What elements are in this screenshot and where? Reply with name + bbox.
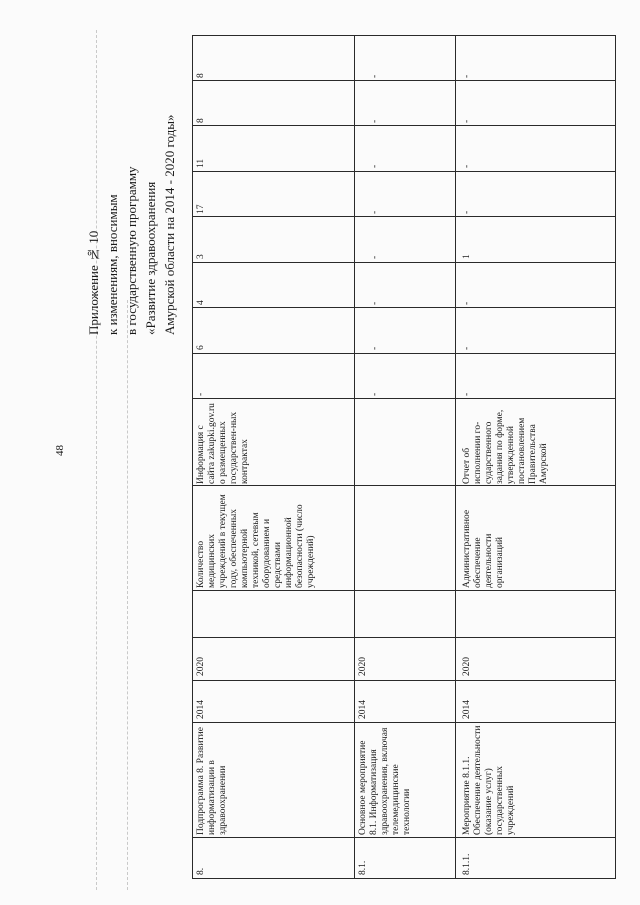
table-line: [192, 125, 616, 126]
row-value: -: [462, 392, 472, 396]
row-value: -: [462, 119, 472, 123]
row-value: -: [462, 74, 472, 78]
table-line: [192, 680, 616, 681]
row-value: -: [196, 392, 206, 396]
row-value: 1: [462, 254, 472, 259]
table-line: [192, 216, 616, 217]
appendix-line: Амурской области на 2014 - 2020 годы»: [162, 114, 177, 335]
row-end-year: 2020: [462, 657, 472, 676]
row-value: -: [370, 255, 380, 259]
row-value: -: [370, 346, 380, 350]
row-end-year: 2020: [196, 657, 206, 676]
row-name: Мероприятие 8.1.1. Обеспечение деятельности (оказание услуг) государственных учреждений: [462, 725, 516, 835]
table-line: [192, 485, 616, 486]
row-value: -: [462, 164, 472, 168]
appendix-heading: [84, 60, 179, 335]
table-border: [192, 35, 616, 36]
row-value: 8: [196, 118, 206, 123]
table-border: [615, 35, 616, 878]
appendix-title: Приложение № 10: [86, 230, 101, 335]
appendix-line: в государственную программу: [124, 166, 139, 335]
table-line: [192, 80, 616, 81]
appendix-line: «Развитие здравоохранения: [143, 181, 158, 335]
row-value: -: [370, 301, 380, 305]
table-border: [192, 35, 193, 878]
row-indicator: Административное обеспечение деятельности организаций: [462, 509, 505, 588]
row-value: 4: [196, 300, 206, 305]
row-value: -: [370, 119, 380, 123]
table-line: [192, 171, 616, 172]
table-line: [192, 353, 616, 354]
row-end-year: 2020: [358, 657, 368, 676]
table-border: [192, 878, 616, 879]
row-value: 6: [196, 345, 206, 350]
table-line: [192, 837, 616, 838]
table-line: [192, 722, 616, 723]
row-value: 8: [196, 73, 206, 78]
row-value: -: [462, 210, 472, 214]
row-source: Отчет об исполнении го-сударственного задания по форме, утвержденной постановлением Правительства Амурской: [462, 409, 549, 484]
row-name: Подпрограмма 8. Развитие информатизации в здравоохранении: [196, 727, 228, 835]
table-line: [192, 637, 616, 638]
table-line: [192, 262, 616, 263]
row-source: Информация с сайта zakupki.gov.ru о размещенных государствен-ных контрактах: [196, 403, 250, 484]
row-start-year: 2014: [462, 700, 472, 719]
row-value: -: [370, 392, 380, 396]
row-value: -: [370, 164, 380, 168]
row-value: -: [370, 210, 380, 214]
row-value: 3: [196, 254, 206, 259]
table-line: [192, 398, 616, 399]
scan-guide-line: [127, 300, 128, 890]
table-line: [192, 590, 616, 591]
row-value: 11: [196, 158, 206, 168]
row-value: -: [462, 301, 472, 305]
page-number: 48: [54, 445, 66, 456]
row-start-year: 2014: [358, 700, 368, 719]
row-number: 8.: [196, 867, 206, 875]
appendix-line: к изменениям, вносимым: [105, 194, 120, 335]
row-value: 17: [196, 204, 206, 214]
row-value: -: [462, 346, 472, 350]
row-start-year: 2014: [196, 700, 206, 719]
table-line: [354, 35, 355, 878]
table-line: [455, 35, 456, 878]
row-value: -: [370, 74, 380, 78]
row-indicator: Количество медицинских учреждений в текущем году, обеспеченных компьютерной техникой, сетевым оборудованием и средствами информационной безопасности (число учреждений): [196, 494, 316, 588]
table-line: [192, 307, 616, 308]
row-name: Основное мероприятие 8.1. Информатизация здравоохранения, включая телемедицинские технологии: [358, 727, 412, 835]
row-number: 8.1.1.: [462, 853, 472, 875]
row-number: 8.1.: [358, 860, 368, 875]
